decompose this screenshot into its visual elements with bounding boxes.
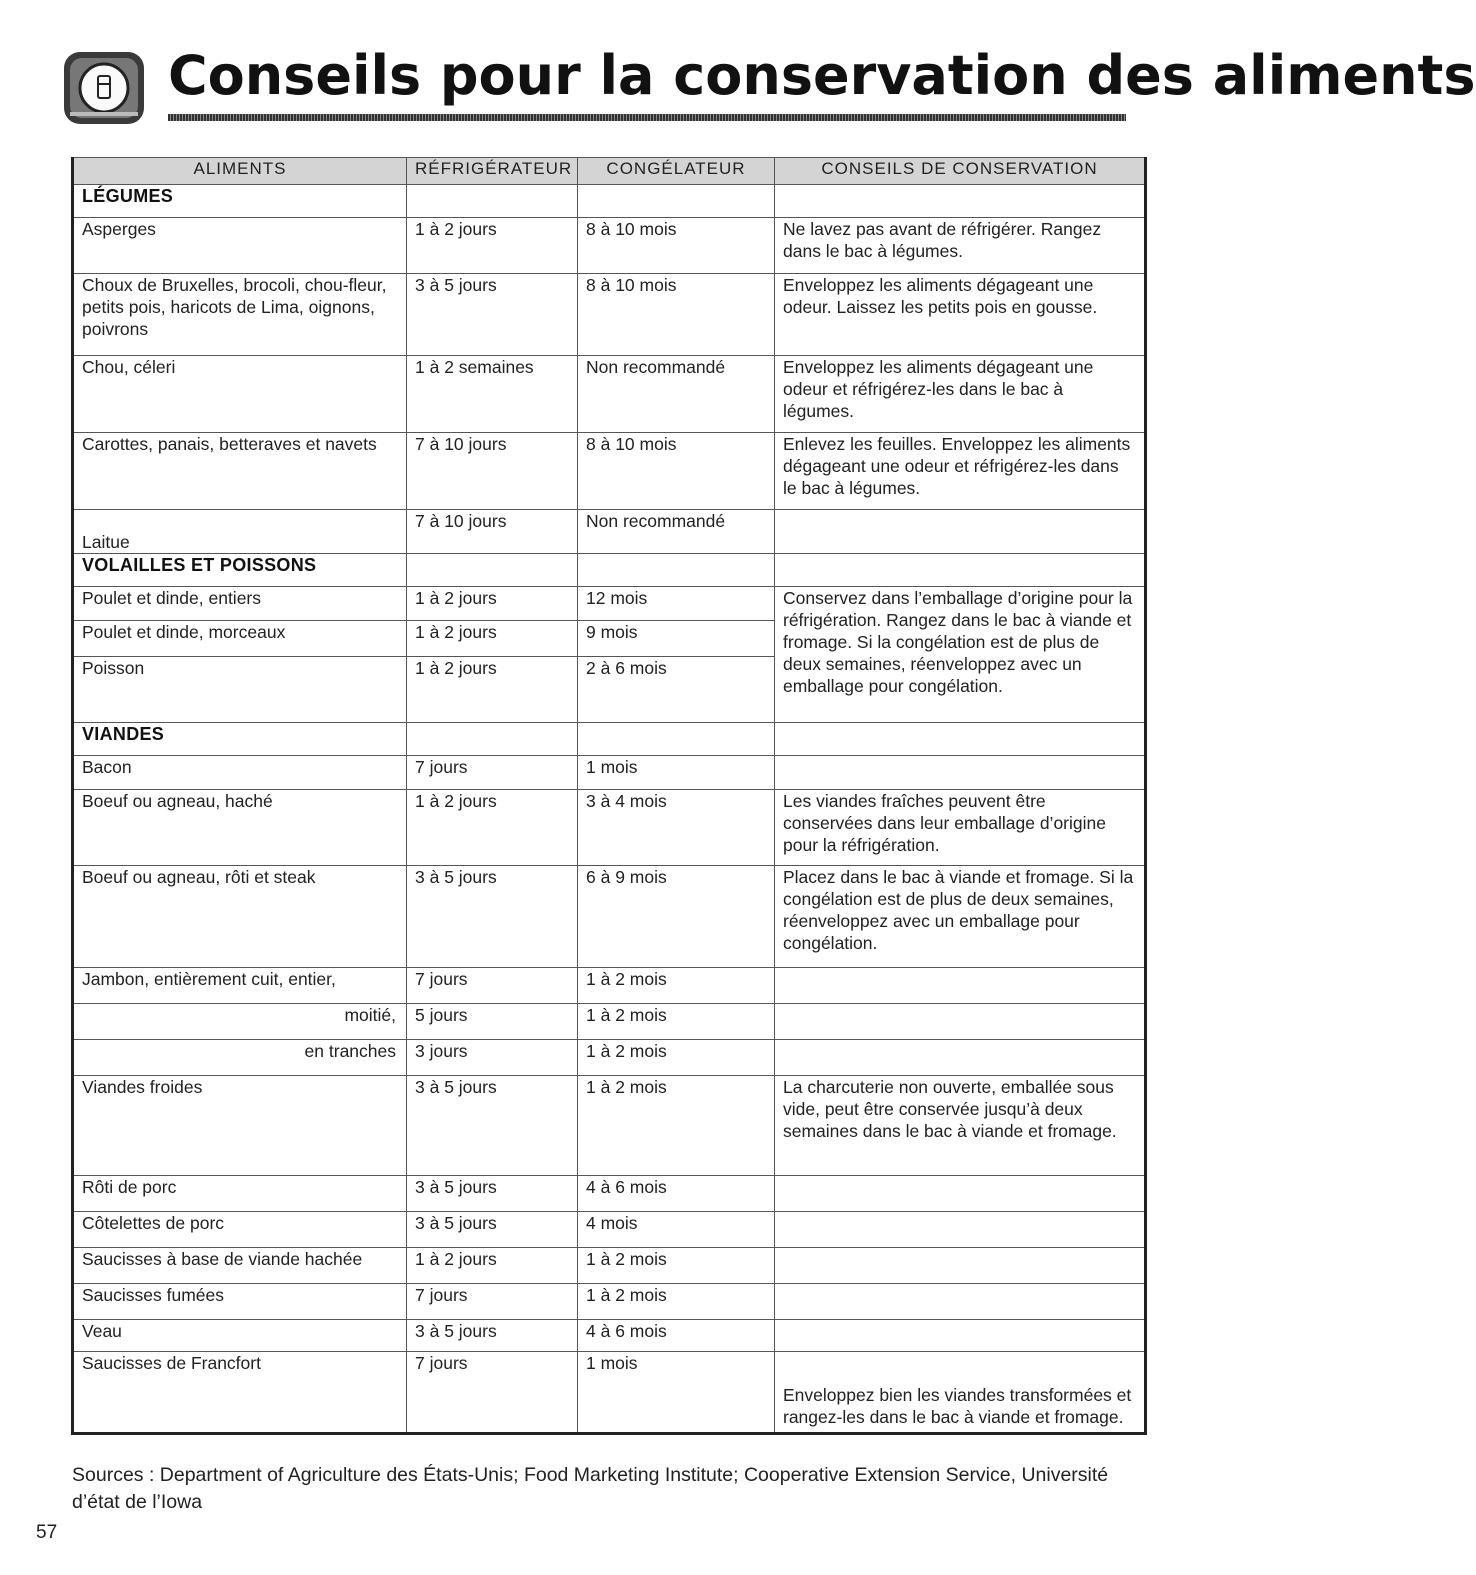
freezer-duration: 4 mois <box>578 1212 775 1248</box>
freezer-duration: 2 à 6 mois <box>578 657 775 723</box>
table-row <box>73 866 1146 968</box>
freezer-duration: 1 mois <box>578 1352 775 1434</box>
table-row <box>73 510 1146 554</box>
table-row <box>73 756 1146 790</box>
food-name: Boeuf ou agneau, rôti et steak <box>73 866 407 968</box>
freezer-duration: Non recommandé <box>578 356 775 433</box>
storage-tip: Enlevez les feuilles. Enveloppez les aliments dégageant une odeur et réfrigérez-les dans le bac à légumes. <box>775 433 1146 510</box>
fridge-duration: 3 jours <box>407 1040 578 1076</box>
table-row <box>73 433 1146 510</box>
section-row-legumes <box>73 185 1146 218</box>
fridge-duration: 3 à 5 jours <box>407 1320 578 1352</box>
table-row <box>73 1176 1146 1212</box>
section-row-volailles <box>73 554 1146 587</box>
food-name: Asperges <box>73 218 407 274</box>
freezer-duration: 1 mois <box>578 756 775 790</box>
column-header-refrigerateur: RÉFRIGÉRATEUR <box>407 158 578 185</box>
section-title: VOLAILLES ET POISSONS <box>73 554 407 587</box>
freezer-duration: 8 à 10 mois <box>578 218 775 274</box>
food-name: en tranches <box>73 1040 407 1076</box>
fridge-duration: 1 à 2 jours <box>407 621 578 657</box>
table-row <box>73 587 1146 621</box>
section-row-viandes <box>73 723 1146 756</box>
freezer-duration: 1 à 2 mois <box>578 1076 775 1176</box>
freezer-duration: 4 à 6 mois <box>578 1320 775 1352</box>
food-name: Viandes froides <box>73 1076 407 1176</box>
storage-tip <box>775 1248 1146 1284</box>
table-row <box>73 1076 1146 1176</box>
storage-tip <box>775 1284 1146 1320</box>
food-name: Bacon <box>73 756 407 790</box>
storage-tip <box>775 1176 1146 1212</box>
storage-tip <box>775 1040 1146 1076</box>
fridge-duration: 7 jours <box>407 756 578 790</box>
storage-tip <box>775 1004 1146 1040</box>
freezer-duration: 1 à 2 mois <box>578 968 775 1004</box>
storage-tip: Enveloppez bien les viandes transformées et rangez-les dans le bac à viande et fromage. <box>775 1352 1146 1434</box>
page-header <box>60 42 1476 132</box>
fridge-duration: 3 à 5 jours <box>407 866 578 968</box>
fridge-duration: 1 à 2 semaines <box>407 356 578 433</box>
fridge-duration: 3 à 5 jours <box>407 1212 578 1248</box>
food-name: Saucisses à base de viande hachée <box>73 1248 407 1284</box>
fridge-duration: 7 jours <box>407 1352 578 1434</box>
food-name: Rôti de porc <box>73 1176 407 1212</box>
food-name: Veau <box>73 1320 407 1352</box>
sources-note: Sources : Department of Agriculture des États-Unis; Food Marketing Institute; Cooperative Extension Service, Université d’état de l’Iowa <box>72 1464 1109 1513</box>
food-name: Poisson <box>73 657 407 723</box>
fridge-duration: 1 à 2 jours <box>407 218 578 274</box>
fridge-duration: 7 jours <box>407 968 578 1004</box>
freezer-duration: 8 à 10 mois <box>578 433 775 510</box>
section-title: VIANDES <box>73 723 407 756</box>
fridge-duration: 1 à 2 jours <box>407 587 578 621</box>
freezer-duration: 1 à 2 mois <box>578 1040 775 1076</box>
food-name: Choux de Bruxelles, brocoli, chou-fleur, petits pois, haricots de Lima, oignons, poivrons <box>73 274 407 356</box>
freezer-duration: 1 à 2 mois <box>578 1004 775 1040</box>
storage-tip: Enveloppez les aliments dégageant une odeur et réfrigérez-les dans le bac à légumes. <box>775 356 1146 433</box>
food-name: Poulet et dinde, entiers <box>73 587 407 621</box>
storage-tip <box>775 1320 1146 1352</box>
food-name: Carottes, panais, betteraves et navets <box>73 433 407 510</box>
table-row <box>73 1248 1146 1284</box>
food-name: Poulet et dinde, morceaux <box>73 621 407 657</box>
freezer-duration: 12 mois <box>578 587 775 621</box>
storage-tip <box>775 968 1146 1004</box>
food-name: Jambon, entièrement cuit, entier, <box>73 968 407 1004</box>
table-row <box>73 1040 1146 1076</box>
fridge-duration: 3 à 5 jours <box>407 274 578 356</box>
table-row <box>73 1284 1146 1320</box>
storage-tip <box>775 756 1146 790</box>
freezer-duration: 9 mois <box>578 621 775 657</box>
food-name: Côtelettes de porc <box>73 1212 407 1248</box>
fridge-duration: 7 à 10 jours <box>407 433 578 510</box>
table-row <box>73 274 1146 356</box>
storage-tip: Ne lavez pas avant de réfrigérer. Rangez dans le bac à légumes. <box>775 218 1146 274</box>
fridge-duration: 3 à 5 jours <box>407 1176 578 1212</box>
storage-tip: Placez dans le bac à viande et fromage. Si la congélation est de plus de deux semaines, réenveloppez avec un emballage pour congélation. <box>775 866 1146 968</box>
refrigerator-logo-icon <box>60 48 148 128</box>
fridge-duration: 1 à 2 jours <box>407 657 578 723</box>
fridge-duration: 3 à 5 jours <box>407 1076 578 1176</box>
table-row <box>73 1320 1146 1352</box>
table-row <box>73 1212 1146 1248</box>
freezer-duration: 8 à 10 mois <box>578 274 775 356</box>
fridge-duration: 7 jours <box>407 1284 578 1320</box>
storage-tip: Enveloppez les aliments dégageant une odeur. Laissez les petits pois en gousse. <box>775 274 1146 356</box>
fridge-duration: 1 à 2 jours <box>407 1248 578 1284</box>
food-name: Saucisses de Francfort <box>73 1352 407 1434</box>
column-header-aliments: ALIMENTS <box>73 158 407 185</box>
freezer-duration: 1 à 2 mois <box>578 1248 775 1284</box>
food-storage-table <box>71 157 1147 1435</box>
freezer-duration: 3 à 4 mois <box>578 790 775 866</box>
page-title: Conseils pour la conservation des aliments <box>168 44 1476 107</box>
title-underline <box>168 114 1126 121</box>
page-number: 57 <box>36 1522 58 1543</box>
freezer-duration: 6 à 9 mois <box>578 866 775 968</box>
food-name: Saucisses fumées <box>73 1284 407 1320</box>
table-row <box>73 218 1146 274</box>
section-title: LÉGUMES <box>73 185 407 218</box>
storage-tip: Les viandes fraîches peuvent être conservées dans leur emballage d’origine pour la réfrigération. <box>775 790 1146 866</box>
storage-tip: Conservez dans l’emballage d’origine pour la réfrigération. Rangez dans le bac à viande et fromage. Si la congélation est de plus de deux semaines, réenveloppez avec un emballage pour congélation. <box>775 587 1146 723</box>
table-row <box>73 1352 1146 1434</box>
freezer-duration: Non recommandé <box>578 510 775 554</box>
storage-tip: La charcuterie non ouverte, emballée sous vide, peut être conservée jusqu’à deux semaines dans le bac à viande et fromage. <box>775 1076 1146 1176</box>
table-header-row <box>73 158 1146 185</box>
fridge-duration: 1 à 2 jours <box>407 790 578 866</box>
table-row <box>73 356 1146 433</box>
food-name: Laitue <box>73 510 407 554</box>
column-header-conseils: CONSEILS DE CONSERVATION <box>775 158 1146 185</box>
freezer-duration: 4 à 6 mois <box>578 1176 775 1212</box>
food-name: moitié, <box>73 1004 407 1040</box>
table-row <box>73 1004 1146 1040</box>
table-row <box>73 968 1146 1004</box>
table-row <box>73 790 1146 866</box>
food-name: Chou, céleri <box>73 356 407 433</box>
food-name: Boeuf ou agneau, haché <box>73 790 407 866</box>
fridge-duration: 7 à 10 jours <box>407 510 578 554</box>
fridge-duration: 5 jours <box>407 1004 578 1040</box>
column-header-congelateur: CONGÉLATEUR <box>578 158 775 185</box>
freezer-duration: 1 à 2 mois <box>578 1284 775 1320</box>
storage-tip <box>775 1212 1146 1248</box>
storage-tip <box>775 510 1146 554</box>
